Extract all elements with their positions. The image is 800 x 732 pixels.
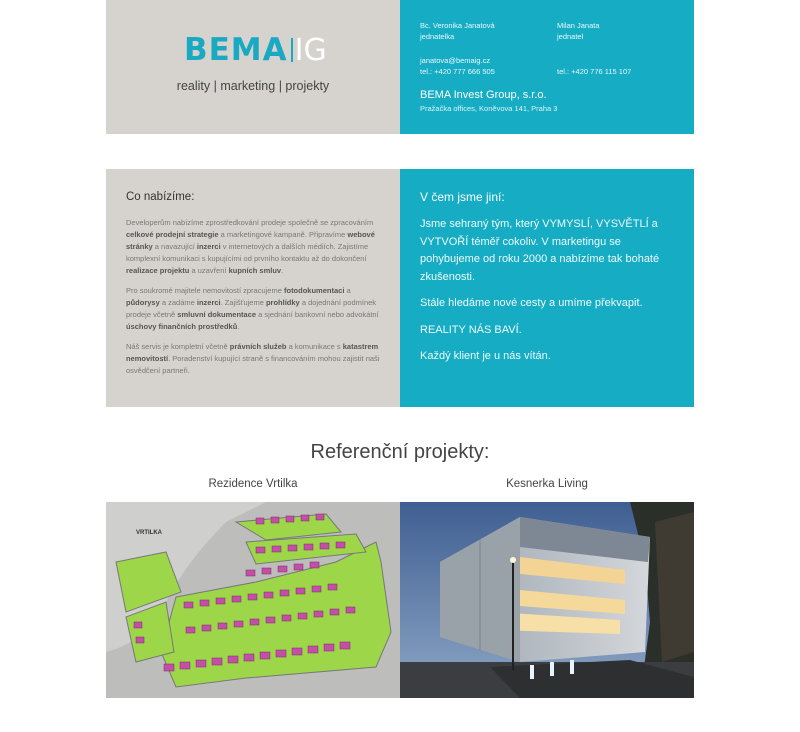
company-address: Pražačka offices, Koněvova 141, Praha 3	[420, 104, 558, 113]
offer-paragraph	[126, 341, 380, 377]
highlight: prohlídky	[265, 298, 300, 307]
different-title: V čem jsme jiní:	[420, 190, 505, 204]
highlight: úschovy finančních prostředků	[126, 322, 238, 331]
contact-card	[420, 20, 495, 77]
text: a dojednání podmínek prodeje včetně	[126, 298, 377, 319]
text: a sjednání bankovní nebo advokátní	[256, 310, 379, 319]
contact-panel	[400, 0, 694, 134]
references-title: Referenční projekty:	[310, 441, 490, 463]
contact-email-link[interactable]: janatova@bemaig.cz	[420, 56, 491, 65]
contact-card	[557, 20, 631, 77]
contact-role: jednatelka	[420, 32, 455, 41]
offer-title: Co nabízíme:	[126, 191, 195, 203]
site-plan-map	[106, 502, 400, 698]
text: a marketingové kampaně. Připravíme	[218, 230, 348, 239]
text: Pro soukromé majitele nemovitostí zpracujeme	[126, 286, 284, 295]
highlight: inzerci	[196, 242, 221, 251]
highlight: právních služeb	[229, 342, 287, 351]
offer-panel	[106, 169, 400, 407]
brand-panel	[106, 0, 400, 134]
text: v internetových a dalších médiích. Zajistíme komplexní komunikaci s kupujícími od prvního kontaktu až do dokončení	[126, 242, 369, 263]
contact-role: jednatel	[557, 32, 584, 41]
company-name: BEMA Invest Group, s.r.o.	[420, 89, 547, 101]
different-paragraph: REALITY NÁS BAVÍ.	[420, 323, 522, 336]
building-photo	[400, 502, 694, 698]
highlight: webové stránky	[126, 230, 375, 251]
logo-suffix: IG	[294, 32, 327, 68]
contact-phone[interactable]: tel.: +420 776 115 107	[557, 67, 632, 76]
different-paragraph: Stále hledáme nové cesty a umíme překvapit.	[420, 297, 643, 309]
offer-paragraph	[126, 217, 380, 277]
text: . Zajišťujeme	[220, 298, 266, 307]
header-section	[106, 0, 694, 134]
vrtilka-map-logo: VRTILKA	[136, 530, 162, 536]
offer-paragraph	[126, 285, 380, 333]
highlight: půdorysy	[126, 298, 160, 307]
reference-image-kesnerka-photo[interactable]	[400, 502, 694, 698]
logo-separator	[291, 38, 293, 62]
text: .	[281, 266, 284, 275]
offer-section	[106, 169, 694, 407]
highlight: fotodokumentaci	[283, 286, 345, 295]
highlight: realizace projektu	[126, 266, 190, 275]
logo-main: BEMA	[184, 32, 288, 68]
highlight: katastrem nemovitostí	[126, 342, 379, 363]
highlight: inzerci	[196, 298, 221, 307]
text: .	[237, 322, 240, 331]
text: a navazující	[152, 242, 197, 251]
different-panel	[400, 169, 694, 407]
text: Developerům nabízíme zprostředkování prodeje společně se zpracováním	[126, 218, 374, 227]
text: a zadáme	[159, 298, 197, 307]
highlight: smluvní dokumentace	[177, 310, 257, 319]
different-paragraph: Každý klient je u nás vítán.	[420, 350, 551, 362]
contact-phone[interactable]: tel.: +420 777 666 505	[420, 67, 495, 76]
contact-name: Milan Janata	[557, 21, 600, 30]
reference-label[interactable]: Rezidence Vrtilka	[208, 478, 298, 490]
tagline: reality | marketing | projekty	[176, 79, 330, 93]
bema-logo[interactable]	[184, 32, 327, 68]
contact-name: Bc. Veronika Janatová	[420, 21, 495, 30]
different-paragraph: Jsme sehraný tým, který VYMYSLÍ, VYSVĚTLÍ a VYTVOŘÍ téměř cokoliv. V marketingu se pohybujeme od roku 2000 a nabízíme tak bohaté zkušenosti.	[420, 218, 660, 283]
text: Náš servis je kompletní včetně	[126, 342, 230, 351]
text: . Poradenství kupující straně s financováním mohou zajistit naši osvědčení partneři.	[126, 354, 380, 375]
text: a uzavření	[189, 266, 229, 275]
highlight: celkové prodejní strategie	[126, 230, 219, 239]
reference-label[interactable]: Kesnerka Living	[506, 478, 588, 490]
highlight: kupních smluv	[228, 266, 282, 275]
reference-image-vrtilka-map[interactable]	[106, 502, 400, 698]
text: a	[344, 286, 351, 295]
text: a komunikace s	[286, 342, 343, 351]
